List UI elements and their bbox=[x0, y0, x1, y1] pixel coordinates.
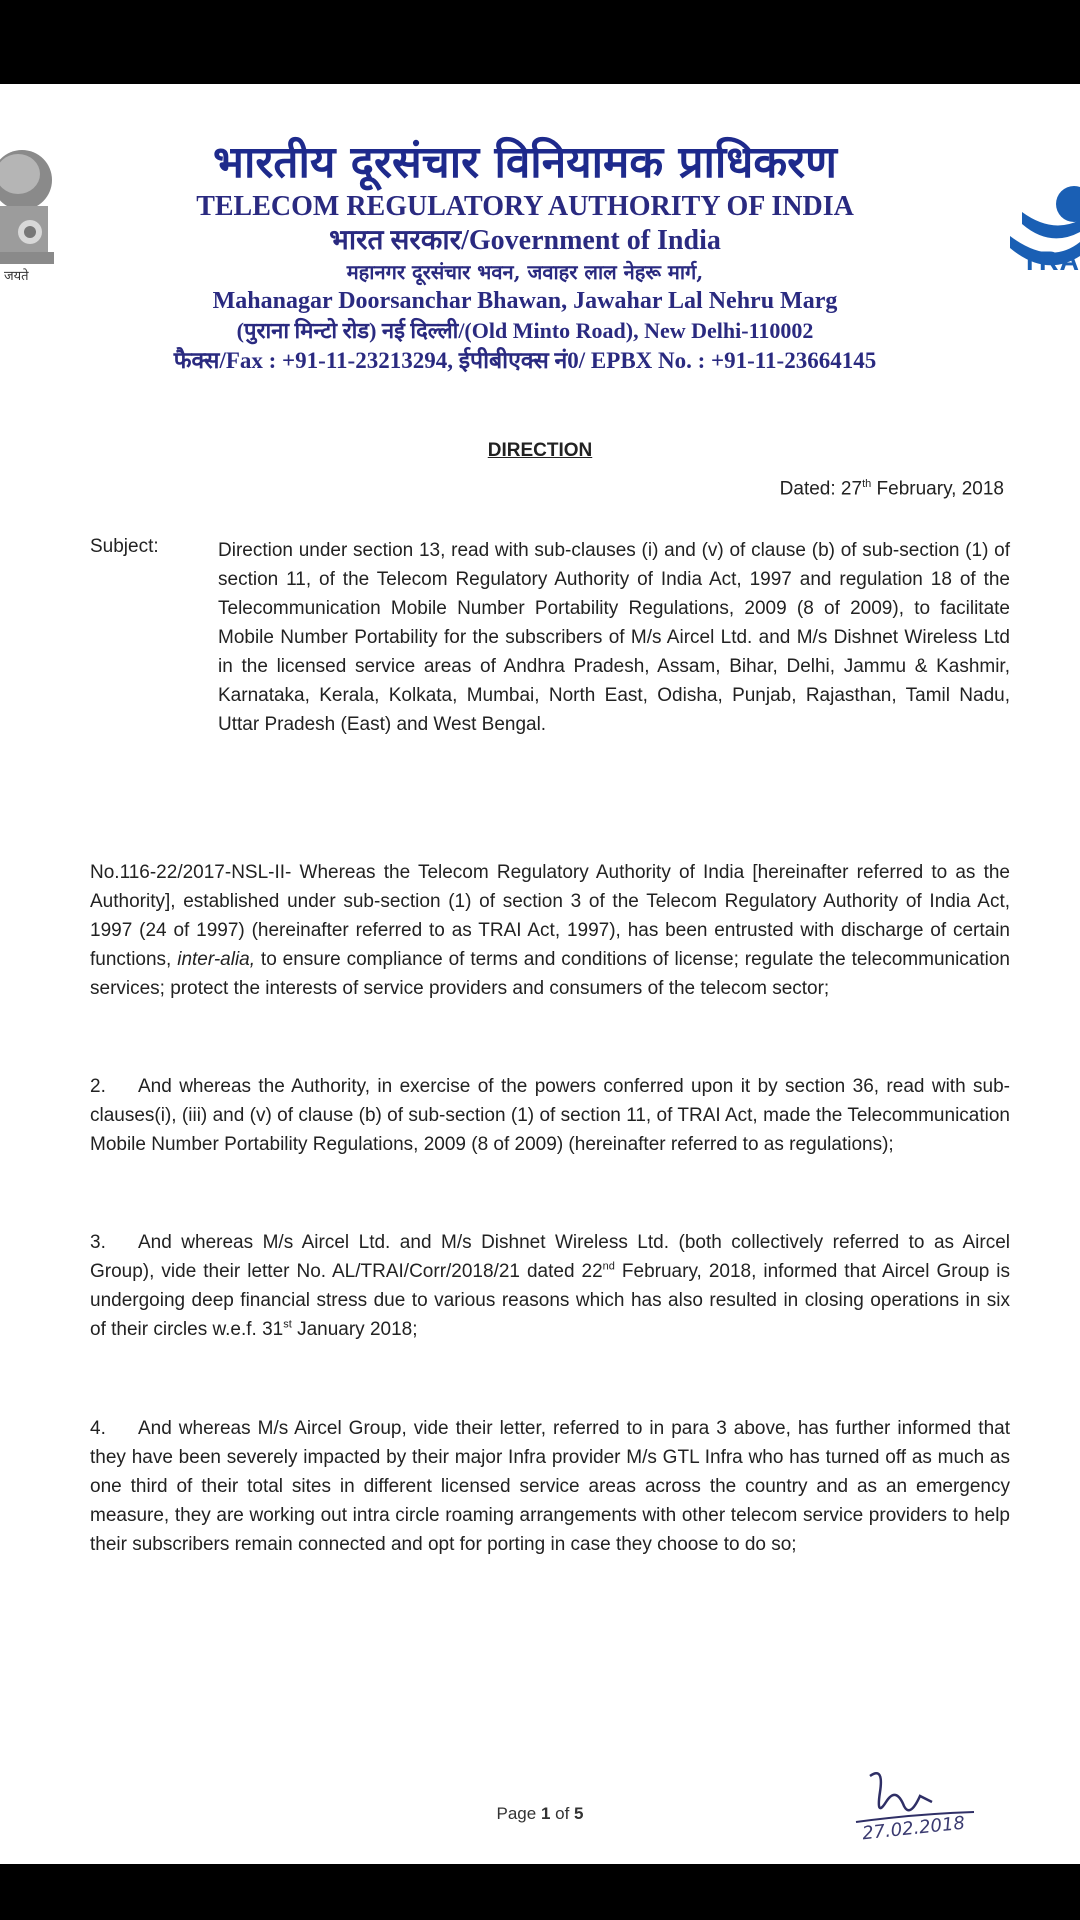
hindi-title: भारतीय दूरसंचार विनियामक प्राधिकरण bbox=[213, 137, 837, 188]
emblem-caption: जयते bbox=[4, 269, 29, 284]
address-line2: (पुराना मिन्टो रोड) नई दिल्ली/(Old Minto Road), New Delhi-110002 bbox=[236, 318, 814, 343]
trai-logo-text: TRA bbox=[1021, 246, 1080, 276]
para2-number: 2. bbox=[90, 1076, 106, 1097]
document-page bbox=[0, 84, 1080, 1864]
dated-line bbox=[780, 478, 1004, 500]
para1-text-a: No.116-22/2017-NSL-II- Whereas the Telecom Regulatory Authority of India [hereinafter referred to as the Authority], established under sub-section (1) of section 3 of the Telecom Regulatory Authority of India Act, 1997 (24 of 1997) (hereinafter referred to as TRAI Act, 1997), has been entrusted with discharge of certain functions, bbox=[90, 862, 1010, 970]
dated-sup: th bbox=[862, 478, 872, 490]
page-prefix: Page bbox=[496, 1804, 541, 1823]
address-hindi: महानगर दूरसंचार भवन, जवाहर लाल नेहरू मार्ग, bbox=[346, 260, 704, 284]
page-mid: of bbox=[550, 1804, 575, 1823]
government-line: भारत सरकार/Government of India bbox=[329, 225, 721, 256]
dated-prefix: Dated: 27 bbox=[779, 478, 863, 500]
para3-sup-1: nd bbox=[602, 1260, 615, 1273]
document-heading: DIRECTION bbox=[487, 440, 593, 461]
paragraph-2 bbox=[90, 1072, 1010, 1159]
paragraph-1 bbox=[90, 858, 1010, 1003]
para3-text-a: And whereas M/s Aircel Ltd. and M/s Dishnet Wireless Ltd. (both collectively referred to as Aircel Group), vide their letter No. AL/TRAI/Corr/2018/21 dated 22 bbox=[90, 1232, 1010, 1282]
subject-label: Subject: bbox=[90, 536, 159, 557]
paragraph-3 bbox=[90, 1228, 1010, 1344]
address-english: Mahanagar Doorsanchar Bhawan, Jawahar Lal Nehru Marg bbox=[212, 288, 838, 314]
page-total: 5 bbox=[574, 1804, 584, 1823]
para4-text: And whereas M/s Aircel Group, vide their letter, referred to in para 3 above, has further informed that they have been severely impacted by their major Infra provider M/s GTL Infra who has turned off as much as one third of their total sites in different licensed service areas across the country and as an emergency measure, they are working out intra circle roaming arrangements with other telecom service providers to help their subscribers remain connected and opt for porting in case they choose to do so; bbox=[90, 1418, 1010, 1555]
para1-italic: inter-alia, bbox=[177, 949, 256, 970]
paragraph-4 bbox=[90, 1414, 1010, 1559]
para3-number: 3. bbox=[90, 1232, 106, 1253]
page-current: 1 bbox=[540, 1804, 551, 1823]
signature-date: 27.02.2018 bbox=[861, 1812, 966, 1845]
para3-text-b: February, 2018, informed that Aircel Group is undergoing deep financial stress due to various reasons which has also resulted in closing operations in six of their circles w.e.f. 31 bbox=[90, 1261, 1010, 1340]
para1-text-b: to ensure compliance of terms and conditions of license; regulate the telecommunication services; protect the interests of service providers and consumers of the telecom sector; bbox=[90, 949, 1011, 999]
letterhead bbox=[80, 136, 970, 376]
subject-text: Direction under section 13, read with sub-clauses (i) and (v) of clause (b) of sub-section (1) of section 11, of the Telecom Regulatory Authority of India Act, 1997 and regulation 18 of the Telecommunication Mobile Number Portability Regulations, 2009 (8 of 2009), to facilitate Mobile Number Portability for the subscribers of M/s Aircel Ltd. and M/s Dishnet Wireless Ltd in the licensed service areas of Andhra Pradesh, Assam, Bihar, Delhi, Jammu & Kashmir, Karnataka, Kerala, Kolkata, Mumbai, North East, Odisha, Punjab, Rajasthan, Tamil Nadu, Uttar Pradesh (East) and West Bengal. bbox=[218, 540, 1010, 735]
english-title: TELECOM REGULATORY AUTHORITY OF INDIA bbox=[196, 191, 854, 222]
para3-text-c: January 2018; bbox=[291, 1319, 418, 1340]
dated-suffix: February, 2018 bbox=[871, 478, 1004, 500]
para2-text: And whereas the Authority, in exercise of the powers conferred upon it by section 36, read with sub-clauses(i), (iii) and (v) of clause (b) of sub-section (1) of section 11, of TRAI Act, made the Telecommunication Mobile Number Portability Regulations, 2009 (8 of 2009) (hereinafter referred to as regulations); bbox=[90, 1076, 1010, 1155]
para4-number: 4. bbox=[90, 1418, 106, 1439]
para3-sup-2: st bbox=[283, 1318, 292, 1331]
fax-line: फैक्स/Fax : +91-11-23213294, ईपीबीएक्स नं0/ EPBX No. : +91-11-23664145 bbox=[173, 348, 877, 373]
